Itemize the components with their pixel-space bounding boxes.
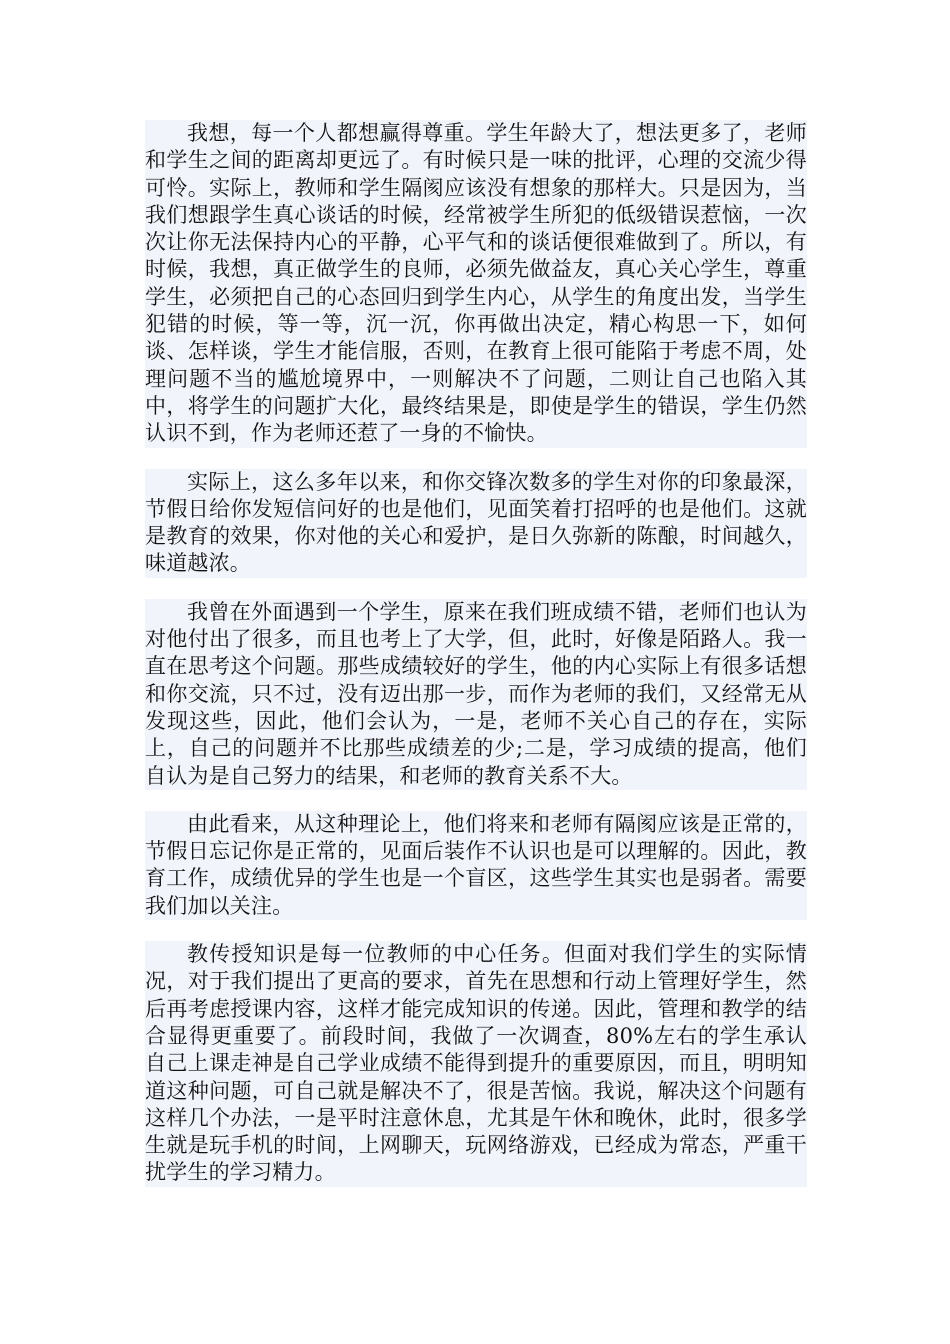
- paragraph-gap: [145, 448, 807, 469]
- paragraph-5: 教传授知识是每一位教师的中心任务。但面对我们学生的实际情况，对于我们提出了更高的要求，首先在思想和行动上管理好学生，然后再考虑授课内容，这样才能完成知识的传递。因此，管理和教学的结合显得更重要了。前段时间，我做了一次调查，80%左右的学生承认自己上课走神是自己学业成绩不能得到提升的重要原因，而且，明明知道这种问题，可自己就是解决不了，很是苦恼。我说，解决这个问题有这样几个办法，一是平时注意休息，尤其是午休和晚休，此时，很多学生就是玩手机的时间，上网聊天，玩网络游戏，已经成为常态，严重干扰学生的学习精力。: [145, 941, 807, 1187]
- paragraph-1: 我想，每一个人都想赢得尊重。学生年龄大了，想法更多了，老师和学生之间的距离却更远了。有时候只是一味的批评，心理的交流少得可怜。实际上，教师和学生隔阂应该没有想象的那样大。只是因为，当我们想跟学生真心谈话的时候，经常被学生所犯的低级错误惹恼，一次次让你无法保持内心的平静，心平气和的谈话便很难做到了。所以，有时候，我想，真正做学生的良师，必须先做益友，真心关心学生，尊重学生，必须把自己的心态回归到学生内心，从学生的角度出发，当学生犯错的时候，等一等，沉一沉，你再做出决定，精心构思一下，如何谈、怎样谈，学生才能信服，否则，在教育上很可能陷于考虑不周，处理问题不当的尴尬境界中，一则解决不了问题，二则让自己也陷入其中，将学生的问题扩大化，最终结果是，即使是学生的错误，学生仍然认识不到，作为老师还惹了一身的不愉快。: [145, 120, 807, 448]
- paragraph-gap: [145, 920, 807, 941]
- paragraph-4: 由此看来，从这种理论上，他们将来和老师有隔阂应该是正常的，节假日忘记你是正常的，见面后装作不认识也是可以理解的。因此，教育工作，成绩优异的学生也是一个盲区，这些学生其实也是弱者。需要我们加以关注。: [145, 811, 807, 920]
- paragraph-gap: [145, 578, 807, 599]
- paragraph-3: 我曾在外面遇到一个学生，原来在我们班成绩不错，老师们也认为对他付出了很多，而且也考上了大学，但，此时，好像是陌路人。我一直在思考这个问题。那些成绩较好的学生，他的内心实际上有很多话想和你交流，只不过，没有迈出那一步，而作为老师的我们，又经常无从发现这些，因此，他们会认为，一是，老师不关心自己的存在，实际上，自己的问题并不比那些成绩差的少;二是，学习成绩的提高，他们自认为是自己努力的结果，和老师的教育关系不大。: [145, 599, 807, 790]
- paragraph-gap: [145, 790, 807, 811]
- paragraph-2: 实际上，这么多年以来，和你交锋次数多的学生对你的印象最深，节假日给你发短信问好的也是他们，见面笑着打招呼的也是他们。这就是教育的效果，你对他的关心和爱护，是日久弥新的陈酿，时间越久，味道越浓。: [145, 469, 807, 578]
- document-body: [145, 120, 807, 1187]
